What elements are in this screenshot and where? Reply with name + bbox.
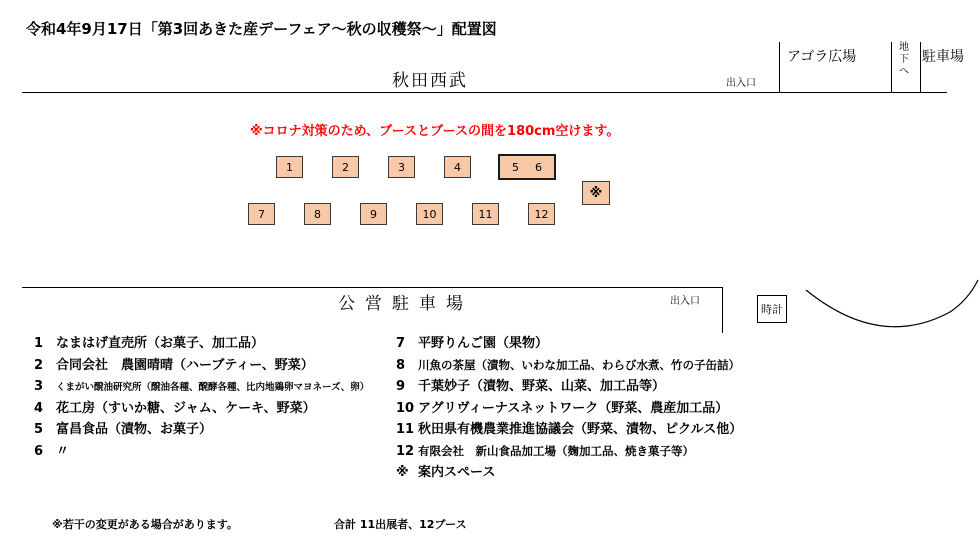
page-title: 令和4年9月17日「第3回あきた産デーフェア～秋の収穫祭～」配置図: [26, 20, 497, 38]
list-item: 2 合同会社 農園晴晴（ハーブティー、野菜）: [34, 357, 314, 373]
booth-3: 3: [388, 156, 415, 178]
list-item: 10 アグリヴィーナスネットワーク（野菜、農産加工品）: [396, 400, 729, 416]
booth-10: 10: [416, 203, 443, 225]
list-item: 11 秋田県有機農業推進協議会（野菜、漬物、ピクルス他）: [396, 422, 743, 437]
booth-1: 1: [276, 156, 303, 178]
underground-label: [899, 42, 911, 78]
list-item: 3 くまがい醗油研究所（醗油各種、醗酵各種、比内地鶏卵マヨネーズ、卵）: [34, 379, 370, 394]
clock-box: 時計: [757, 295, 787, 323]
info-space-booth: ※: [582, 181, 610, 205]
footer-note: ※若干の変更がある場合があります。: [52, 518, 238, 531]
list-item: 12 有限会社 新山食品加工場（麹加工品、焼き菓子等）: [396, 443, 694, 459]
booth-11: 11: [472, 203, 499, 225]
bottom-entrance-divider: [722, 287, 723, 333]
booth-6: 6: [535, 160, 542, 174]
booth-5-6: [498, 154, 556, 180]
list-item: 1 なまはげ直売所（お菓子、加工品）: [34, 336, 265, 351]
covid-notice: ※コロナ対策のため、ブースとブースの間を180cm空けます。: [250, 124, 620, 139]
bottom-parking-line: [22, 287, 722, 288]
top-building-label: 秋田西武: [392, 71, 468, 91]
footer-total: 合計 11出展者、12ブース: [334, 518, 467, 531]
exhibitor-list-left: [34, 333, 369, 462]
booth-2: 2: [332, 156, 359, 178]
list-item: 4 花工房（すいか糖、ジャム、ケーキ、野菜）: [34, 400, 316, 416]
parking-right-label: 駐車場: [922, 49, 964, 65]
agora-divider: [779, 42, 780, 92]
exhibitor-list-right: [396, 333, 742, 484]
underground-char-3: へ: [899, 66, 909, 77]
top-entrance-label: 出入口: [726, 78, 756, 89]
list-item: 9 千葉妙子（漬物、野菜、山菜、加工品等）: [396, 379, 666, 394]
bottom-entrance-label: 出入口: [670, 296, 700, 307]
underground-divider-left: [891, 42, 892, 92]
underground-char-2: 下: [899, 54, 909, 65]
list-item: 8 川魚の茶屋（漬物、いわな加工品、わらび水煮、竹の子缶詰）: [396, 357, 740, 373]
underground-char-1: 地: [899, 42, 909, 53]
list-item: 6 〃: [34, 443, 70, 459]
list-item: ※ 案内スペース: [396, 465, 496, 480]
booth-7: 7: [248, 203, 275, 225]
booth-4: 4: [444, 156, 471, 178]
booth-8: 8: [304, 203, 331, 225]
underground-divider-right: [920, 42, 921, 92]
booth-9: 9: [360, 203, 387, 225]
booth-5: 5: [512, 160, 519, 174]
booth-12: 12: [528, 203, 555, 225]
agora-label: アゴラ広場: [787, 49, 857, 65]
list-item: 5 富昌食品（漬物、お菓子）: [34, 422, 213, 437]
top-building-line: [22, 92, 947, 93]
bottom-parking-label: 公営駐車場: [338, 294, 473, 314]
list-item: 7 平野りんご園（果物）: [396, 336, 549, 351]
